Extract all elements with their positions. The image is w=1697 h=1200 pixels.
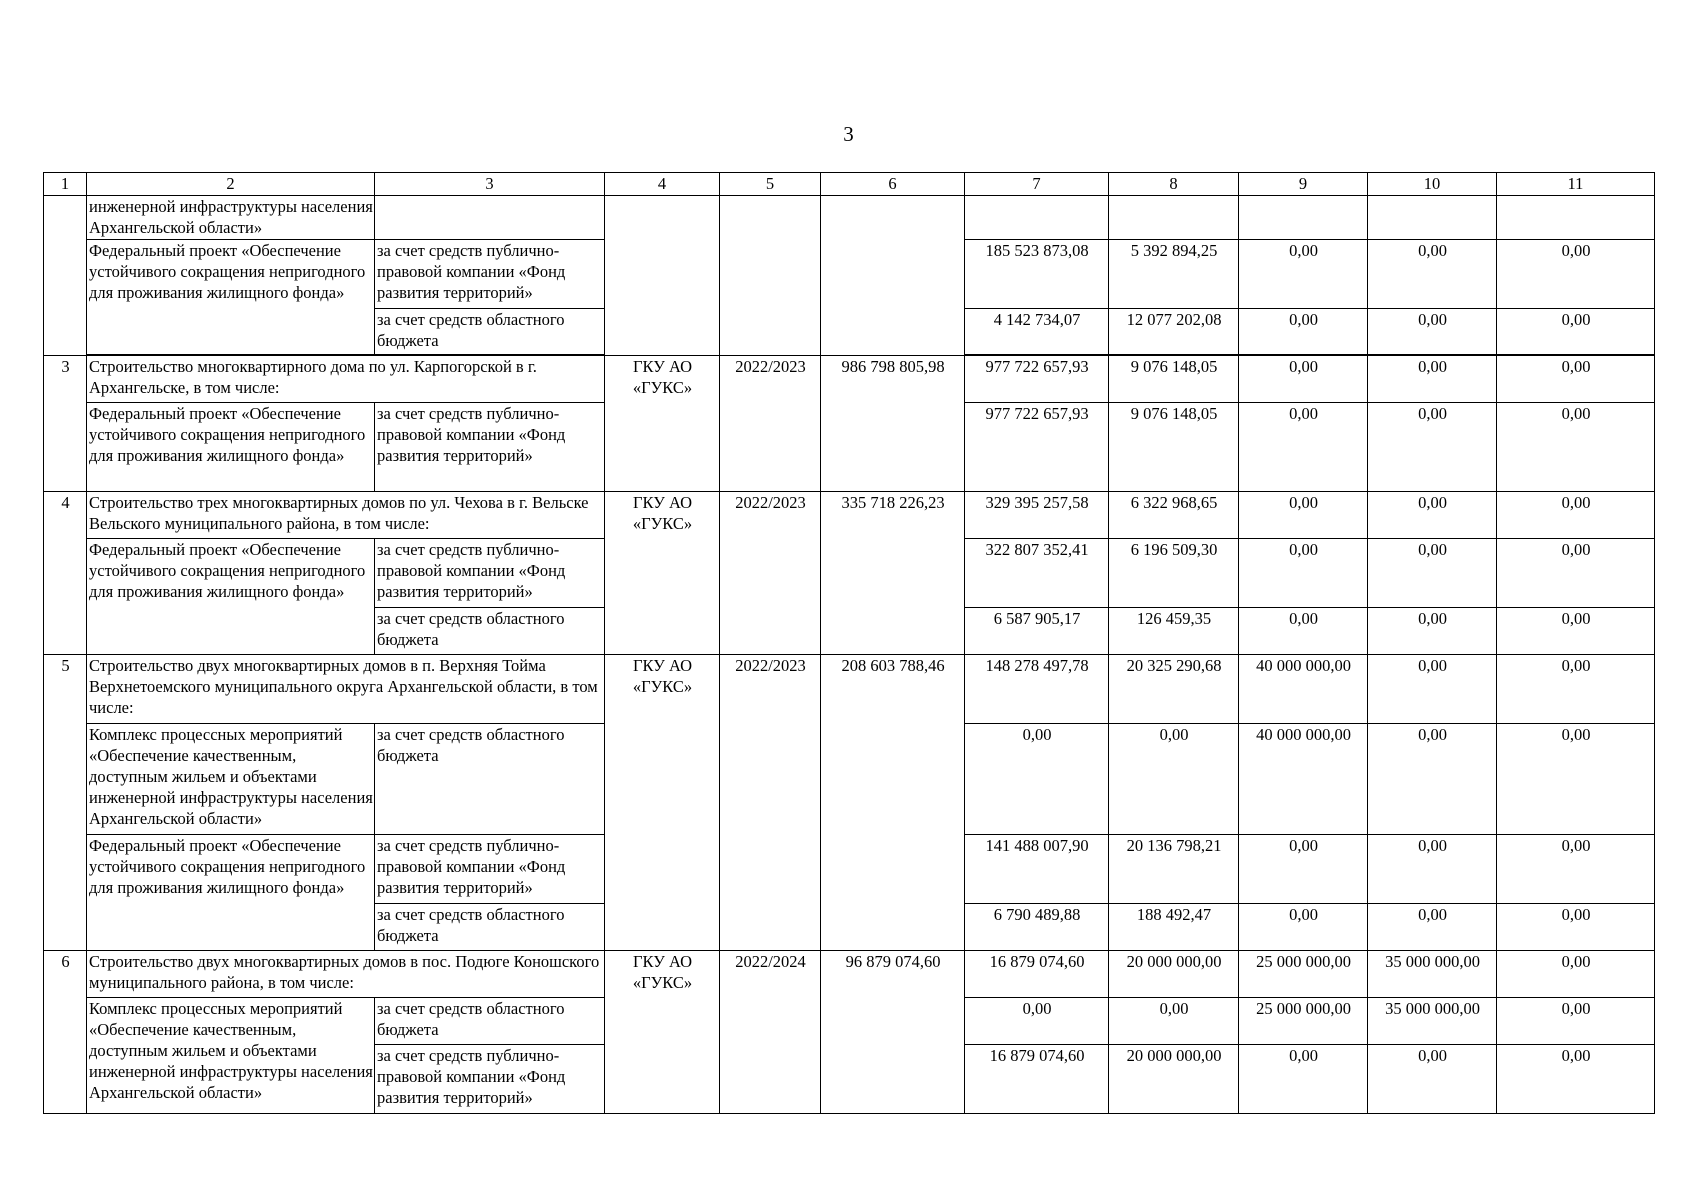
value-col9: 40 000 000,00 bbox=[1239, 655, 1368, 724]
period: 2022/2024 bbox=[720, 951, 821, 1114]
value-col8: 20 000 000,00 bbox=[1109, 1045, 1239, 1114]
project-number: 4 bbox=[44, 492, 87, 655]
value-col8: 6 322 968,65 bbox=[1109, 492, 1239, 539]
value-col9: 0,00 bbox=[1239, 240, 1368, 309]
value-col7: 322 807 352,41 bbox=[965, 539, 1109, 608]
value-col8: 9 076 148,05 bbox=[1109, 356, 1239, 403]
column-header: 10 bbox=[1368, 173, 1497, 196]
value-col10: 0,00 bbox=[1368, 904, 1497, 951]
value-col9: 25 000 000,00 bbox=[1239, 951, 1368, 998]
value-col11: 0,00 bbox=[1497, 1045, 1655, 1114]
table-cell bbox=[1239, 196, 1368, 240]
value-col10: 0,00 bbox=[1368, 356, 1497, 403]
table-row bbox=[44, 655, 1655, 724]
value-col10: 0,00 bbox=[1368, 608, 1497, 655]
customer: ГКУ АО «ГУКС» bbox=[605, 356, 720, 492]
value-col7: 6 790 489,88 bbox=[965, 904, 1109, 951]
value-col11: 0,00 bbox=[1497, 240, 1655, 309]
value-col9: 0,00 bbox=[1239, 539, 1368, 608]
funding-source: за счет средств областного бюджета bbox=[375, 904, 605, 951]
column-header: 3 bbox=[375, 173, 605, 196]
column-header: 5 bbox=[720, 173, 821, 196]
value-col9: 0,00 bbox=[1239, 356, 1368, 403]
federal-project-name: Федеральный проект «Обеспечение устойчивого сокращения непригодного для проживания жилищного фонда» bbox=[87, 240, 375, 355]
table-row bbox=[44, 356, 1655, 403]
total-cost: 208 603 788,46 bbox=[821, 655, 965, 951]
project-number: 3 bbox=[44, 356, 87, 492]
funding-source: за счет средств областного бюджета bbox=[375, 608, 605, 655]
value-col9: 25 000 000,00 bbox=[1239, 998, 1368, 1045]
value-col11: 0,00 bbox=[1497, 951, 1655, 998]
table-cell bbox=[605, 196, 720, 356]
header-row bbox=[44, 173, 1655, 196]
table-cell bbox=[1497, 196, 1655, 240]
funding-source: за счет средств областного бюджета bbox=[375, 309, 605, 355]
total-cost: 96 879 074,60 bbox=[821, 951, 965, 1114]
value-col11: 0,00 bbox=[1497, 724, 1655, 835]
value-col9: 40 000 000,00 bbox=[1239, 724, 1368, 835]
table-row bbox=[44, 196, 1655, 240]
project-number: 6 bbox=[44, 951, 87, 1114]
value-col9: 0,00 bbox=[1239, 492, 1368, 539]
table-cell bbox=[1368, 196, 1497, 240]
value-col8: 9 076 148,05 bbox=[1109, 403, 1239, 492]
budget-table bbox=[43, 172, 1655, 1114]
table-row bbox=[44, 951, 1655, 998]
value-col8: 126 459,35 bbox=[1109, 608, 1239, 655]
value-col10: 0,00 bbox=[1368, 655, 1497, 724]
value-col9: 0,00 bbox=[1239, 904, 1368, 951]
project-name: Строительство двух многоквартирных домов в пос. Подюге Коношского муниципального района, в том числе: bbox=[87, 951, 605, 998]
column-header: 6 bbox=[821, 173, 965, 196]
value-col8: 5 392 894,25 bbox=[1109, 240, 1239, 309]
table-cell bbox=[821, 196, 965, 356]
value-col7: 16 879 074,60 bbox=[965, 951, 1109, 998]
column-header: 2 bbox=[87, 173, 375, 196]
column-header: 4 bbox=[605, 173, 720, 196]
value-col10: 35 000 000,00 bbox=[1368, 998, 1497, 1045]
customer: ГКУ АО «ГУКС» bbox=[605, 492, 720, 655]
value-col9: 0,00 bbox=[1239, 608, 1368, 655]
value-col7: 977 722 657,93 bbox=[965, 356, 1109, 403]
column-header: 8 bbox=[1109, 173, 1239, 196]
column-header: 9 bbox=[1239, 173, 1368, 196]
value-col11: 0,00 bbox=[1497, 539, 1655, 608]
funding-source: за счет средств публично-правовой компании «Фонд развития территорий» bbox=[375, 240, 605, 309]
value-col7: 16 879 074,60 bbox=[965, 1045, 1109, 1114]
value-col8: 0,00 bbox=[1109, 724, 1239, 835]
process-complex-name: Комплекс процессных мероприятий «Обеспечение качественным, доступным жильем и объектами инженерной инфраструктуры населения Архангельской области» bbox=[87, 724, 375, 835]
federal-project-name: Федеральный проект «Обеспечение устойчивого сокращения непригодного для проживания жилищного фонда» bbox=[87, 835, 375, 951]
value-col11: 0,00 bbox=[1497, 998, 1655, 1045]
value-col10: 0,00 bbox=[1368, 724, 1497, 835]
value-col10: 0,00 bbox=[1368, 309, 1497, 355]
value-col7: 141 488 007,90 bbox=[965, 835, 1109, 904]
table-row bbox=[44, 492, 1655, 539]
project-number: 5 bbox=[44, 655, 87, 951]
value-col11: 0,00 bbox=[1497, 608, 1655, 655]
process-complex-name: Комплекс процессных мероприятий «Обеспечение качественным, доступным жильем и объектами инженерной инфраструктуры населения Архангельской области» bbox=[87, 998, 375, 1114]
continuation-text: инженерной инфраструктуры населения Архангельской области» bbox=[87, 196, 375, 240]
project-name: Строительство многоквартирного дома по ул. Карпогорской в г. Архангельске, в том числе: bbox=[87, 356, 605, 403]
value-col11: 0,00 bbox=[1497, 655, 1655, 724]
value-col11: 0,00 bbox=[1497, 356, 1655, 403]
federal-project-name: Федеральный проект «Обеспечение устойчивого сокращения непригодного для проживания жилищного фонда» bbox=[87, 403, 375, 492]
customer: ГКУ АО «ГУКС» bbox=[605, 655, 720, 951]
value-col10: 0,00 bbox=[1368, 1045, 1497, 1114]
funding-source: за счет средств публично-правовой компании «Фонд развития территорий» bbox=[375, 403, 605, 492]
project-name: Строительство двух многоквартирных домов в п. Верхняя Тойма Верхнетоемского муниципального округа Архангельской области, в том числе: bbox=[87, 655, 605, 724]
value-col9: 0,00 bbox=[1239, 309, 1368, 355]
value-col9: 0,00 bbox=[1239, 835, 1368, 904]
value-col8: 20 136 798,21 bbox=[1109, 835, 1239, 904]
page-number: 3 bbox=[843, 122, 854, 146]
value-col11: 0,00 bbox=[1497, 835, 1655, 904]
table-cell bbox=[44, 196, 87, 356]
funding-source: за счет средств областного бюджета bbox=[375, 998, 605, 1045]
period: 2022/2023 bbox=[720, 492, 821, 655]
column-header: 7 bbox=[965, 173, 1109, 196]
table-cell bbox=[1109, 196, 1239, 240]
value-col7: 0,00 bbox=[965, 724, 1109, 835]
value-col8: 0,00 bbox=[1109, 998, 1239, 1045]
value-col8: 20 000 000,00 bbox=[1109, 951, 1239, 998]
value-col10: 0,00 bbox=[1368, 539, 1497, 608]
total-cost: 986 798 805,98 bbox=[821, 356, 965, 492]
total-cost: 335 718 226,23 bbox=[821, 492, 965, 655]
funding-source: за счет средств публично-правовой компании «Фонд развития территорий» bbox=[375, 539, 605, 608]
value-col8: 20 325 290,68 bbox=[1109, 655, 1239, 724]
value-col7: 977 722 657,93 bbox=[965, 403, 1109, 492]
value-col11: 0,00 bbox=[1497, 904, 1655, 951]
federal-project-name: Федеральный проект «Обеспечение устойчивого сокращения непригодного для проживания жилищного фонда» bbox=[87, 539, 375, 655]
value-col9: 0,00 bbox=[1239, 1045, 1368, 1114]
value-col10: 0,00 bbox=[1368, 240, 1497, 309]
value-col11: 0,00 bbox=[1497, 492, 1655, 539]
funding-source: за счет средств областного бюджета bbox=[375, 724, 605, 835]
value-col7: 185 523 873,08 bbox=[965, 240, 1109, 309]
customer: ГКУ АО «ГУКС» bbox=[605, 951, 720, 1114]
value-col7: 329 395 257,58 bbox=[965, 492, 1109, 539]
value-col10: 0,00 bbox=[1368, 403, 1497, 492]
value-col8: 12 077 202,08 bbox=[1109, 309, 1239, 355]
value-col10: 0,00 bbox=[1368, 835, 1497, 904]
value-col9: 0,00 bbox=[1239, 403, 1368, 492]
value-col7: 4 142 734,07 bbox=[965, 309, 1109, 355]
funding-source: за счет средств публично-правовой компании «Фонд развития территорий» bbox=[375, 835, 605, 904]
project-name: Строительство трех многоквартирных домов по ул. Чехова в г. Вельске Вельского муниципального района, в том числе: bbox=[87, 492, 605, 539]
value-col7: 0,00 bbox=[965, 998, 1109, 1045]
period: 2022/2023 bbox=[720, 655, 821, 951]
value-col11: 0,00 bbox=[1497, 403, 1655, 492]
value-col7: 6 587 905,17 bbox=[965, 608, 1109, 655]
value-col11: 0,00 bbox=[1497, 309, 1655, 355]
value-col8: 188 492,47 bbox=[1109, 904, 1239, 951]
table-cell bbox=[720, 196, 821, 356]
column-header: 11 bbox=[1497, 173, 1655, 196]
value-col10: 35 000 000,00 bbox=[1368, 951, 1497, 998]
table-cell bbox=[375, 196, 605, 240]
value-col10: 0,00 bbox=[1368, 492, 1497, 539]
funding-source: за счет средств публично-правовой компании «Фонд развития территорий» bbox=[375, 1045, 605, 1114]
table-cell bbox=[965, 196, 1109, 240]
period: 2022/2023 bbox=[720, 356, 821, 492]
column-header: 1 bbox=[44, 173, 87, 196]
value-col7: 148 278 497,78 bbox=[965, 655, 1109, 724]
value-col8: 6 196 509,30 bbox=[1109, 539, 1239, 608]
